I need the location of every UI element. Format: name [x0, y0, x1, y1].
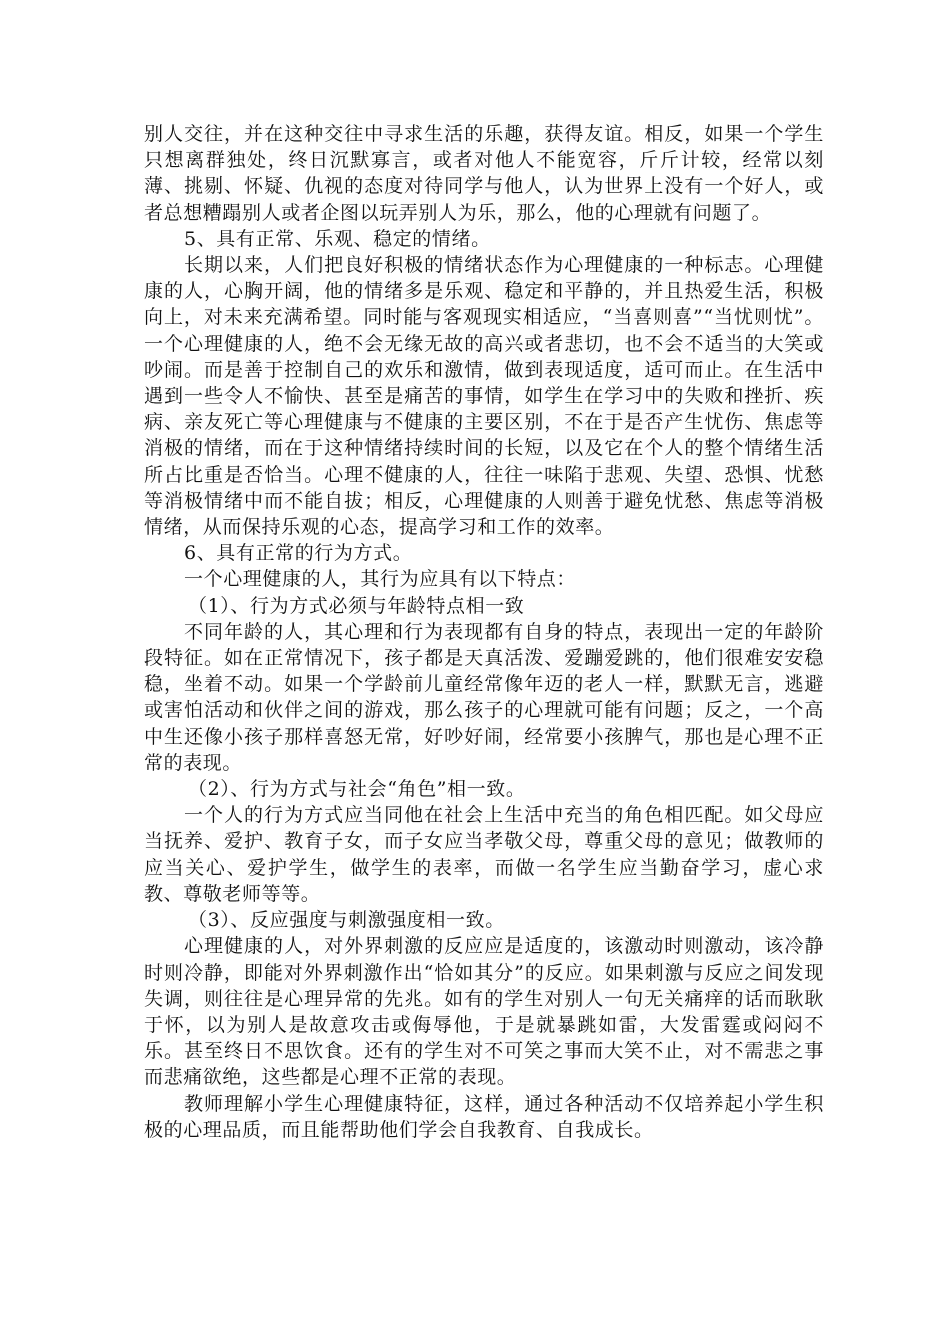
paragraph-behavior-intro: 一个心理健康的人，其行为应具有以下特点： [184, 568, 577, 591]
heading-item-6: 6、具有正常的行为方式。 [184, 542, 413, 565]
paragraph-continuation: 别人交往，并在这种交往中寻求生活的乐趣，获得友谊。相反，如果一个学生只想离群独处，终日沉默寡言，或者对他人不能宽容，斤斤计较，经常以刻薄、挑剔、怀疑、仇视的态度对待同学与他人，认为世界上没有一个好人，或者总想糟蹋别人或者企图以玩弄别人为乐，那么，他的心理就有问题了。 [144, 123, 824, 224]
paragraph-emotion: 长期以来，人们把良好积极的情绪状态作为心理健康的一种标志。心理健康的人，心胸开阔，他的情绪多是乐观、稳定和平静的，并且热爱生活，积极向上，对未来充满希望。同时能与客观现实相适应，“当喜则喜”“当忧则忧”。一个心理健康的人，绝不会无缘无故的高兴或者悲切，也不会不适当的大笑或吵闹。而是善于控制自己的欢乐和激情，做到表现适度，适可而止。在生活中遇到一些令人不愉快、甚至是痛苦的事情，如学生在学习中的失败和挫折、疾病、亲友死亡等心理健康与不健康的主要区别，不在于是否产生忧伤、焦虑等消极的情绪，而在于这种情绪持续时间的长短，以及它在个人的整个情绪生活所占比重是否恰当。心理不健康的人，往往一味陷于悲观、失望、恐惧、忧愁等消极情绪中而不能自拔；相反，心理健康的人则善于避免忧愁、焦虑等消极情绪，从而保持乐观的心态，提高学习和工作的效率。 [144, 254, 824, 539]
subheading-3: （3）、反应强度与刺激强度相一致。 [188, 909, 505, 932]
document-body [144, 121, 824, 1143]
paragraph-reaction: 心理健康的人，对外界刺激的反应应是适度的，该激动时则激动，该冷静时则冷静，即能对外界刺激作出“恰如其分”的反应。如果刺激与反应之间发现失调，则往往是心理异常的先兆。如有的学生对别人一句无关痛痒的话而耿耿于怀，以为别人是故意攻击或侮辱他，于是就暴跳如雷，大发雷霆或闷闷不乐。甚至终日不思饮食。还有的学生对不可笑之事而大笑不止，对不需悲之事而悲痛欲绝，这些都是心理不正常的表现。 [144, 935, 824, 1089]
subheading-2: （2）、行为方式与社会“角色”相一致。 [188, 778, 526, 801]
paragraph-role: 一个人的行为方式应当同他在社会上生活中充当的角色相匹配。如父母应当抚养、爱护、教育子女，而子女应当孝敬父母，尊重父母的意见；做教师的应当关心、爱护学生，做学生的表率，而做一名学生应当勤奋学习，虚心求教、尊敬老师等等。 [144, 804, 824, 905]
paragraph-conclusion: 教师理解小学生心理健康特征，这样，通过各种活动不仅培养起小学生积极的心理品质，而且能帮助他们学会自我教育、自我成长。 [144, 1092, 824, 1141]
heading-item-5: 5、具有正常、乐观、稳定的情绪。 [184, 227, 491, 250]
subheading-1: （1）、行为方式必须与年龄特点相一致 [188, 594, 525, 617]
paragraph-age: 不同年龄的人，其心理和行为表现都有自身的特点，表现出一定的年龄阶段特征。如在正常情况下，孩子都是天真活泼、爱蹦爱跳的，他们很难安安稳稳，坐着不动。如果一个学龄前儿童经常像年迈的老人一样，默默无言，逃避或害怕活动和伙伴之间的游戏，那么孩子的心理就可能有问题；反之，一个高中生还像小孩子那样喜怒无常，好吵好闹，经常要小孩脾气，那也是心理不正常的表现。 [144, 620, 824, 774]
